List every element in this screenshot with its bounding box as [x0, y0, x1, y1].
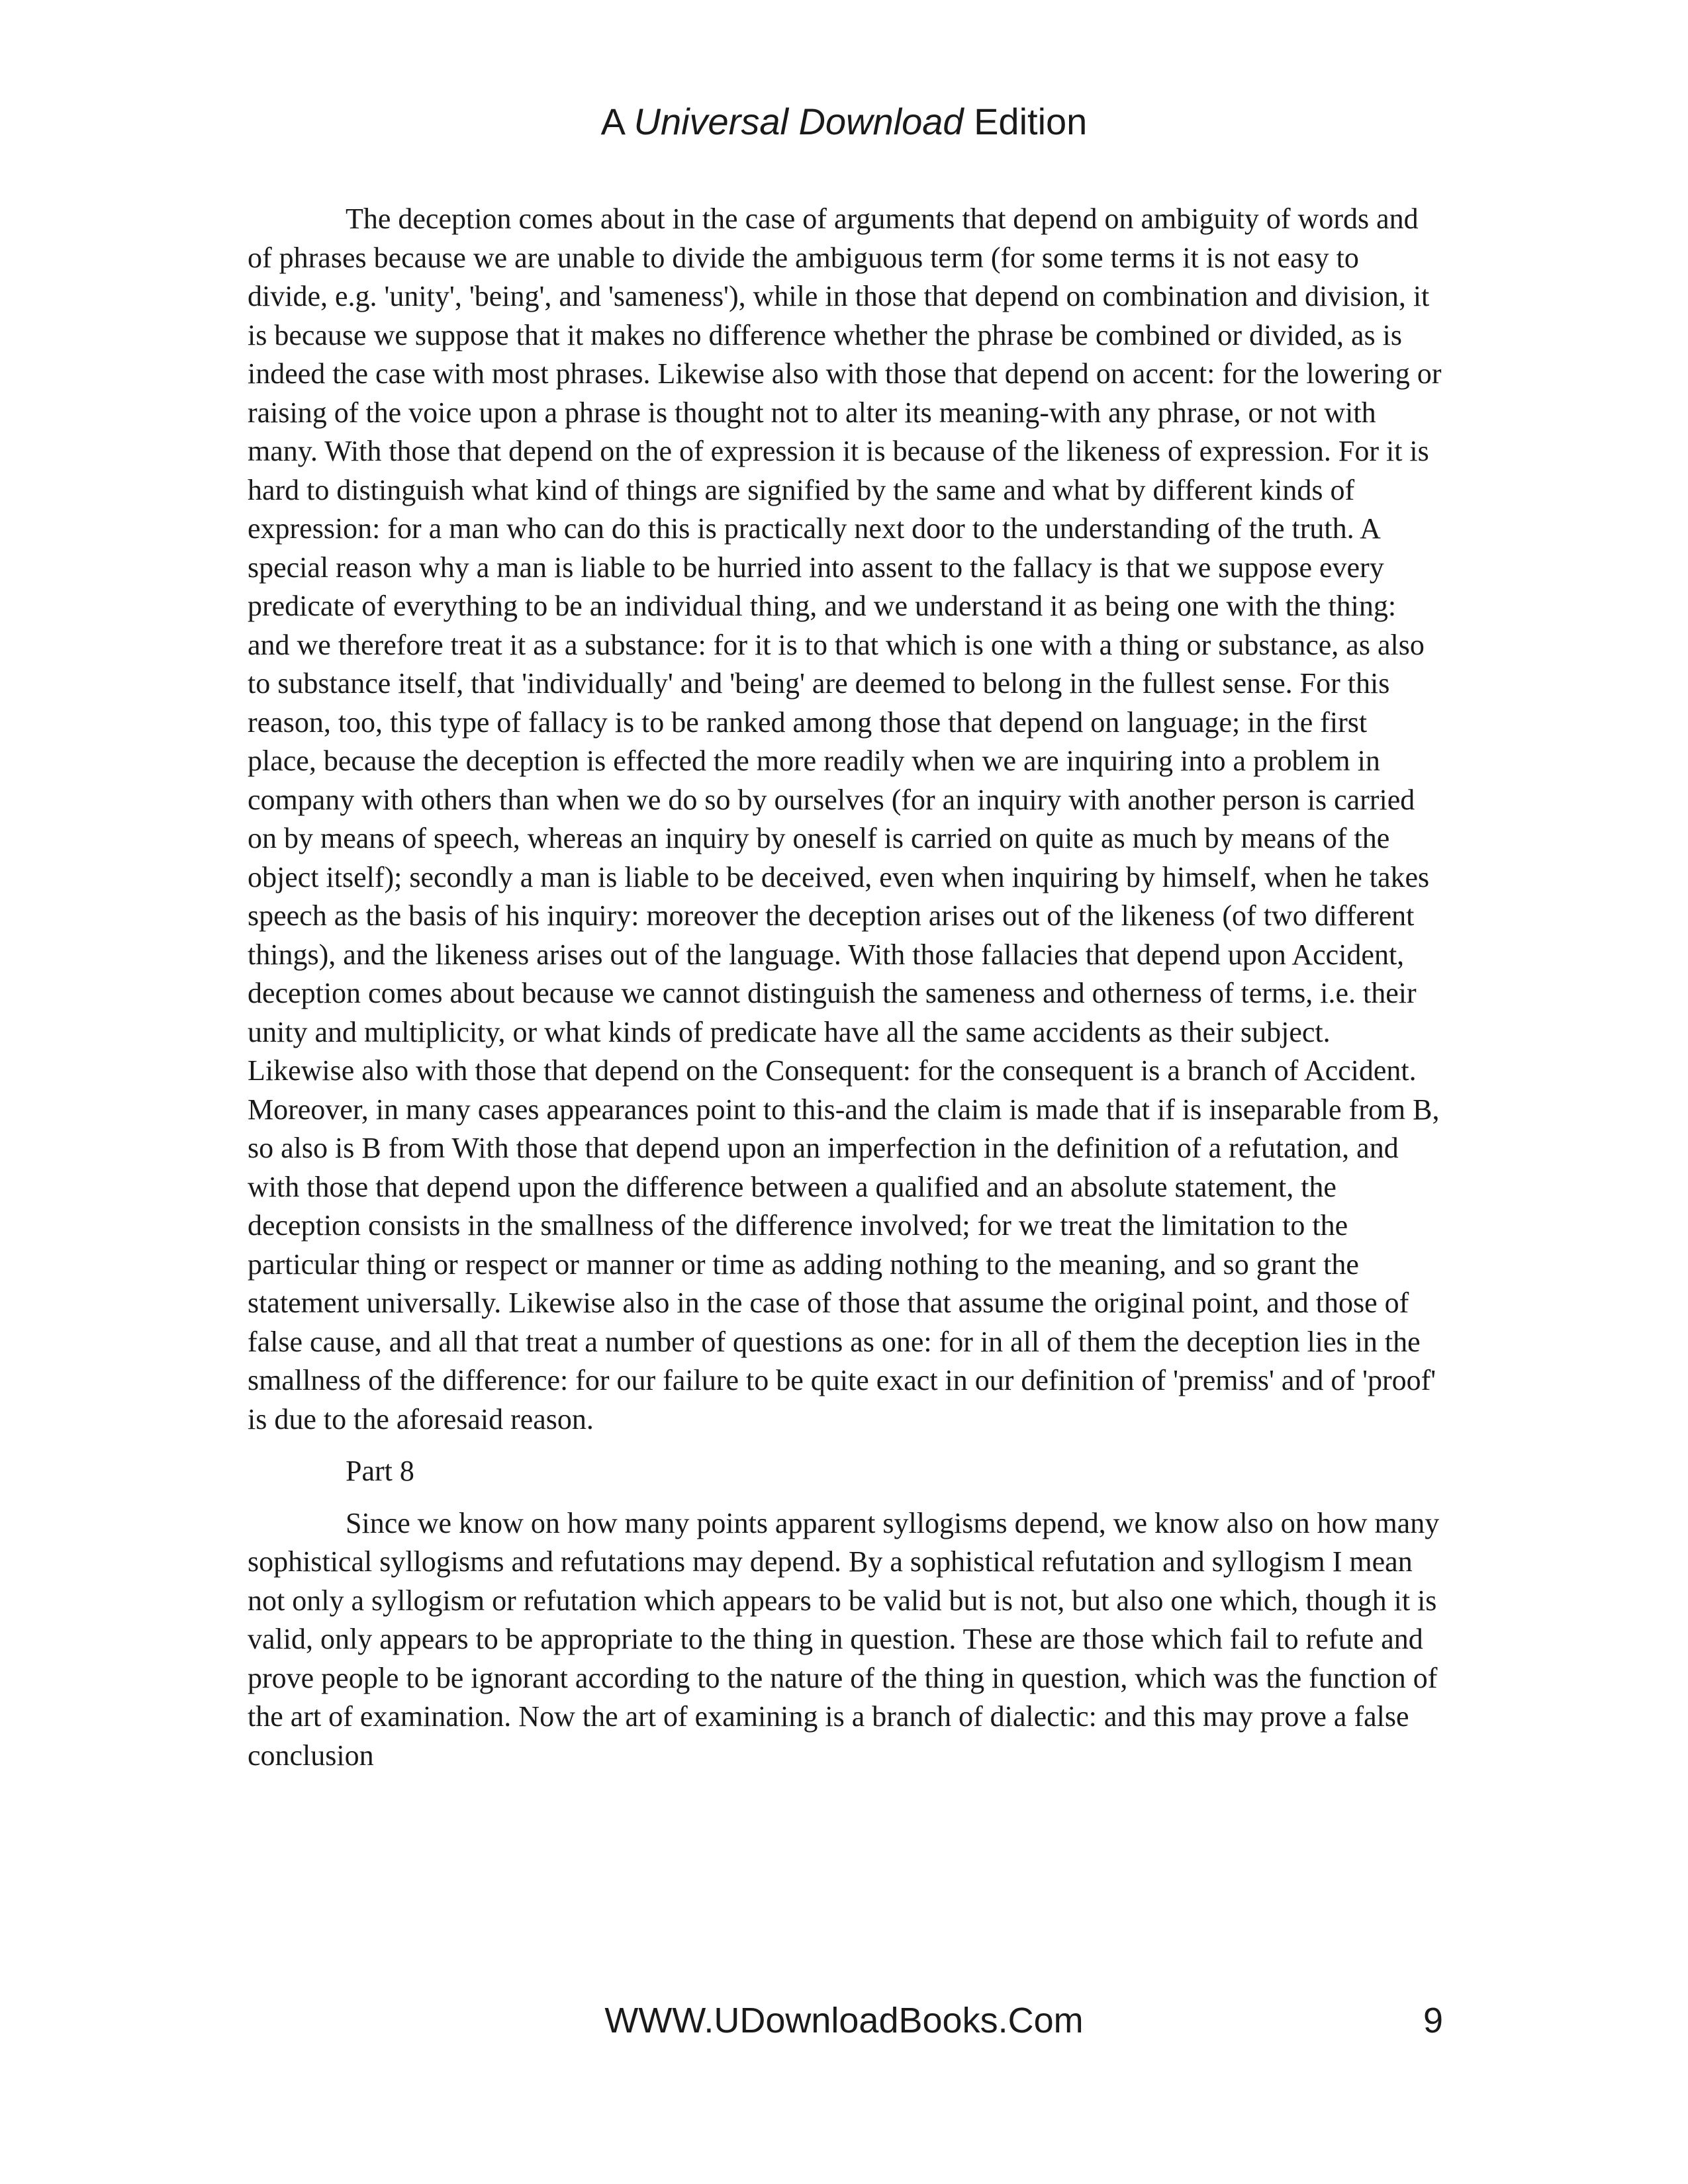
running-header [0, 98, 1688, 146]
page-number: 9 [1423, 2001, 1443, 2040]
header-title-italic: Universal Download [633, 101, 964, 142]
header-prefix: A [600, 101, 634, 142]
footer-website: WWW.UDownloadBooks.Com [604, 2001, 1084, 2040]
paragraph-1: The deception comes about in the case of arguments that depend on ambiguity of words and of phrases because we are unable to divide the ambiguous term (for some terms it is not easy to divide, e.g. 'unity', 'being', and 'sameness'), while in those that depend on combination and division, it is because we suppose that it makes no difference whether the phrase be combined or divided, as is indeed the case with most phrases. Likewise also with those that depend on accent: for the lowering or raising of the voice upon a phrase is thought not to alter its meaning-with any phrase, or not with many. With those that depend on the of expression it is because of the likeness of expression. For it is hard to distinguish what kind of things are signified by the same and what by different kinds of expression: for a man who can do this is practically next door to the understanding of the truth. A special reason why a man is liable to be hurried into assent to the fallacy is that we suppose every predicate of everything to be an individual thing, and we understand it as being one with the thing: and we therefore treat it as a substance: for it is to that which is one with a thing or substance, as also to substance itself, that 'individually' and 'being' are deemed to belong in the fullest sense. For this reason, too, this type of fallacy is to be ranked among those that depend on language; in the first place, because the deception is effected the more readily when we are inquiring into a problem in company with others than when we do so by ourselves (for an inquiry with another person is carried on by means of speech, whereas an inquiry by oneself is carried on quite as much by means of the object itself); secondly a man is liable to be deceived, even when inquiring by himself, when he takes speech as the basis of his inquiry: moreover the deception arises out of the likeness (of two different things), and the likeness arises out of the language. With those fallacies that depend upon Accident, deception comes about because we cannot distinguish the sameness and otherness of terms, i.e. their unity and multiplicity, or what kinds of predicate have all the same accidents as their subject. Likewise also with those that depend on the Consequent: for the consequent is a branch of Accident. Moreover, in many cases appearances point to this-and the claim is made that if is inseparable from B, so also is B from With those that depend upon an imperfection in the definition of a refutation, and with those that depend upon the difference between a qualified and an absolute statement, the deception consists in the smallness of the difference involved; for we treat the limitation to the particular thing or respect or manner or time as adding nothing to the meaning, and so grant the statement universally. Likewise also in the case of those that assume the original point, and those of false cause, and all that treat a number of questions as one: for in all of them the deception lies in the smallness of the difference: for our failure to be quite exact in our definition of 'premiss' and of 'proof' is due to the aforesaid reason. [248, 203, 1442, 1435]
paragraph-2: Since we know on how many points apparent syllogisms depend, we know also on how many sophistical syllogisms and refutations may depend. By a sophistical refutation and syllogism I mean not only a syllogism or refutation which appears to be valid but is not, but also one which, though it is valid, only appears to be appropriate to the thing in question. These are those which fail to refute and prove people to be ignorant according to the nature of the thing in question, which was the function of the art of examination. Now the art of examining is a branch of dialectic: and this may prove a false conclusion [248, 1506, 1440, 1772]
page-body [248, 200, 1442, 1775]
header-suffix: Edition [963, 101, 1088, 142]
section-heading: Part 8 [346, 1455, 414, 1487]
